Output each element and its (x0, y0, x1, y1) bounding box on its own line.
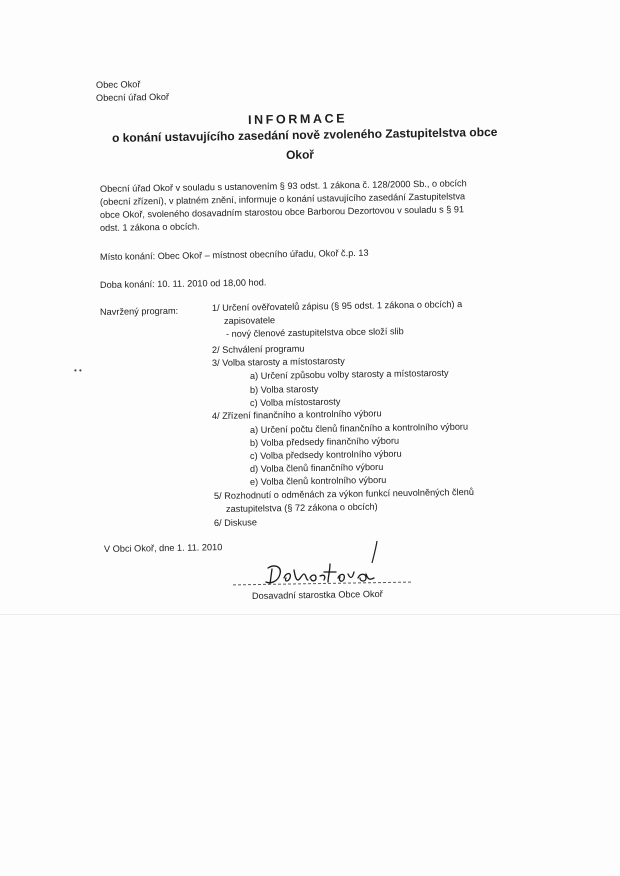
program-item-4a: a) Určení počtu členů finančního a kontrolního výboru (249, 421, 469, 435)
scan-edge (0, 614, 620, 615)
program-item-5-cont: zastupitelstva (§ 72 zákona o obcích) (225, 501, 378, 514)
municipal-office-name: Obecní úřad Okoř (95, 91, 170, 103)
document-subtitle-line2: Okoř (285, 147, 315, 162)
program-item-3: 3/ Volba starosty a místostarosty (211, 355, 345, 368)
program-item-4d: d) Volba členů finančního výboru (249, 461, 384, 474)
program-item-3a: a) Určení způsobu volby starosty a místostarosty (249, 367, 449, 381)
document-title: INFORMACE (247, 111, 348, 127)
meeting-time: Doba konání: 10. 11. 2010 od 18,00 hod. (99, 277, 267, 290)
intro-line-2: (obecní zřízení), v platném znění, informuje o konání ustavujícího zasedání Zastupitelstva (99, 191, 466, 207)
signature-caption: Dosavadní starostka Obce Okoř (251, 588, 383, 601)
program-item-4e: e) Volba členů kontrolního výboru (249, 474, 387, 487)
program-item-4: 4/ Zřízení finančního a kontrolního výboru (211, 408, 382, 421)
program-item-3c: c) Volba místostarosty (249, 396, 341, 408)
program-item-6: 6/ Diskuse (213, 517, 257, 528)
program-item-2: 2/ Schválení programu (211, 343, 305, 355)
scan-specks: • • (74, 366, 82, 375)
program-item-1-cont: zapisovatele (223, 315, 276, 326)
intro-line-1: Obecní úřad Okoř v souladu s ustanovením § 93 odst. 1 zákona č. 128/2000 Sb., o obcích (99, 178, 467, 194)
handwritten-signature (262, 560, 382, 590)
program-item-5: 5/ Rozhodnutí o odměnách za výkon funkcí neuvolněných členů (213, 486, 475, 501)
document-subtitle-line1: o konání ustavujícího zasedání nově zvoleného Zastupitelstva obce (111, 124, 498, 145)
program-item-1-note: - nový členové zastupitelstva obce složí slib (225, 326, 404, 339)
date-and-place: V Obci Okoř, dne 1. 11. 2010 (103, 542, 223, 554)
intro-line-3: obce Okoř, svoleného dosavadním starostou obce Barborou Dezortovou v souladu s § 91 (99, 204, 465, 220)
program-label: Navržený program: (99, 305, 179, 317)
meeting-place: Místo konání: Obec Okoř – místnost obecního úřadu, Okoř č.p. 13 (99, 247, 369, 262)
program-item-4b: b) Volba předsedy finančního výboru (249, 435, 400, 448)
program-item-4c: c) Volba předsedy kontrolního výboru (249, 448, 402, 461)
intro-line-4: odst. 1 zákona o obcích. (99, 221, 200, 233)
program-item-1: 1/ Určení ověřovatelů zápisu (§ 95 odst. 1 zákona o obcích) a (211, 299, 463, 313)
municipality-name: Obec Okoř (95, 79, 141, 90)
program-item-3b: b) Volba starosty (249, 383, 319, 395)
